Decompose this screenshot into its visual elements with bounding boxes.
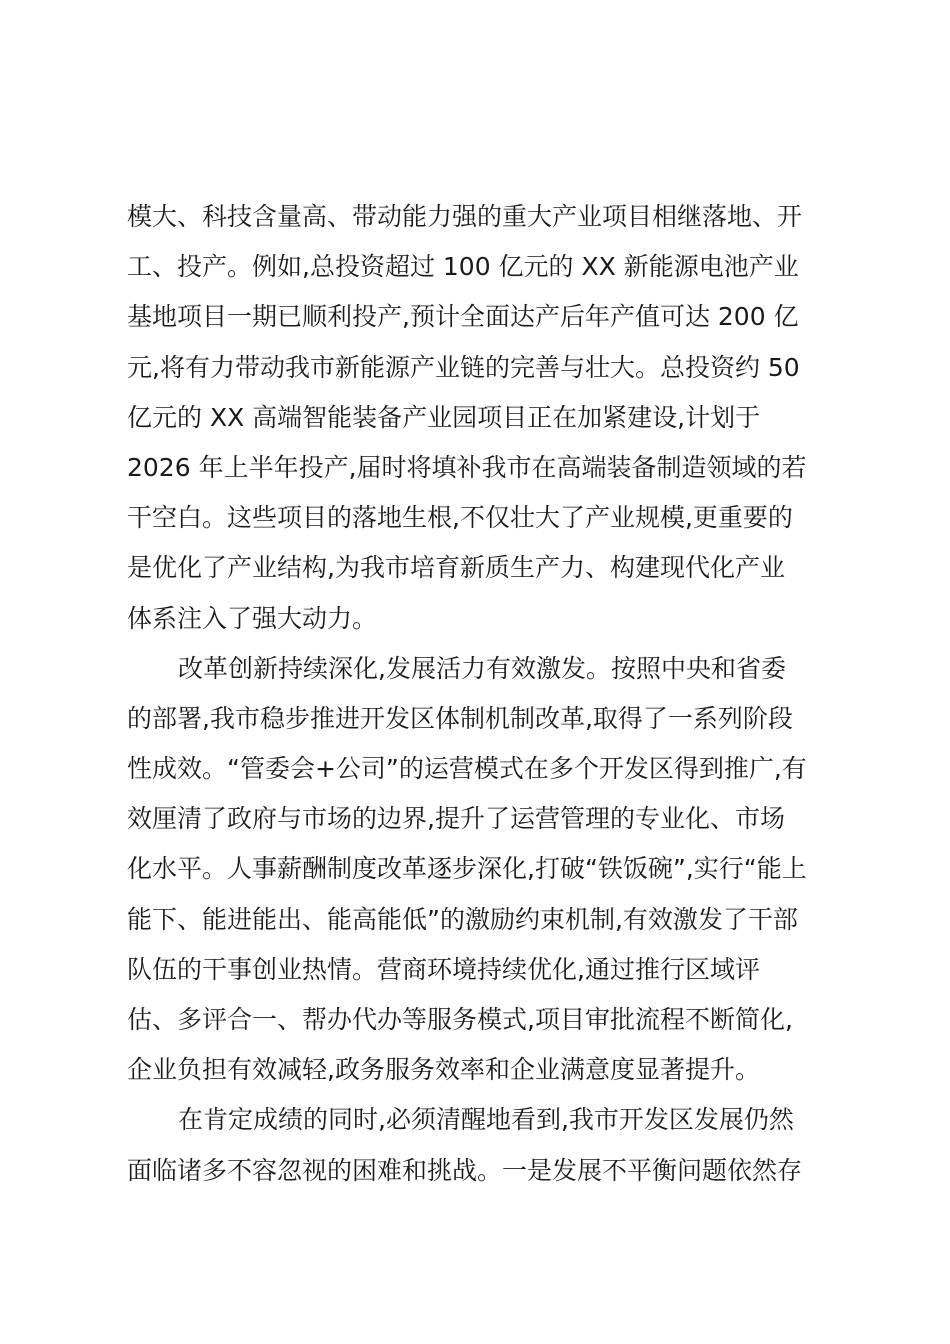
- text-line: 干空白。这些项目的落地生根,不仅壮大了产业规模,更重要的: [127, 503, 793, 533]
- text-line: 改革创新持续深化,发展活力有效激发。按照中央和省委: [178, 653, 786, 683]
- text-line: 估、多评合一、帮办代办等服务模式,项目审批流程不断简化,: [127, 1005, 793, 1034]
- text-line: 的部署,我市稳步推进开发区体制机制改革,取得了一系列阶段: [127, 703, 793, 733]
- text-line: 模大、科技含量高、带动能力强的重大产业项目相继落地、开: [127, 202, 803, 231]
- text-line: 性成效。“管委会+公司”的运营模式在多个开发区得到推广,有: [127, 754, 807, 784]
- text-line: 效厘清了政府与市场的边界,提升了运营管理的专业化、市场: [127, 804, 785, 834]
- text-line: 是优化了产业结构,为我市培育新质生产力、构建现代化产业: [127, 553, 785, 583]
- text-line: 体系注入了强大动力。: [127, 603, 378, 633]
- text-line: 基地项目一期已顺利投产,预计全面达产后年产值可达 200 亿: [127, 302, 799, 332]
- text-line: 能下、能进能出、能高能低”的激励约束机制,有效激发了干部: [127, 904, 798, 934]
- text-line: 化水平。人事薪酬制度改革逐步深化,打破“铁饭碗”,实行“能上: [127, 854, 807, 884]
- text-line: 元,将有力带动我市新能源产业链的完善与壮大。总投资约 50: [127, 352, 800, 382]
- text-line: 工、投产。例如,总投资超过 100 亿元的 XX 新能源电池产业: [127, 252, 799, 282]
- text-line: 企业负担有效减轻,政务服务效率和企业满意度显著提升。: [127, 1055, 760, 1085]
- text-line: 面临诸多不容忽视的困难和挑战。一是发展不平衡问题依然存: [127, 1155, 803, 1185]
- text-line: 亿元的 XX 高端智能装备产业园项目正在加紧建设,计划于: [127, 402, 761, 432]
- paragraph-3: [127, 1095, 823, 1195]
- text-line: 2026 年上半年投产,届时将填补我市在高端装备制造领域的若: [127, 452, 807, 482]
- document-body: [127, 192, 823, 1196]
- text-line: 在肯定成绩的同时,必须清醒地看到,我市开发区发展仍然: [178, 1105, 794, 1135]
- paragraph-2: [127, 644, 823, 1096]
- paragraph-1: [127, 192, 823, 644]
- text-line: 队伍的干事创业热情。营商环境持续优化,通过推行区域评: [127, 954, 760, 984]
